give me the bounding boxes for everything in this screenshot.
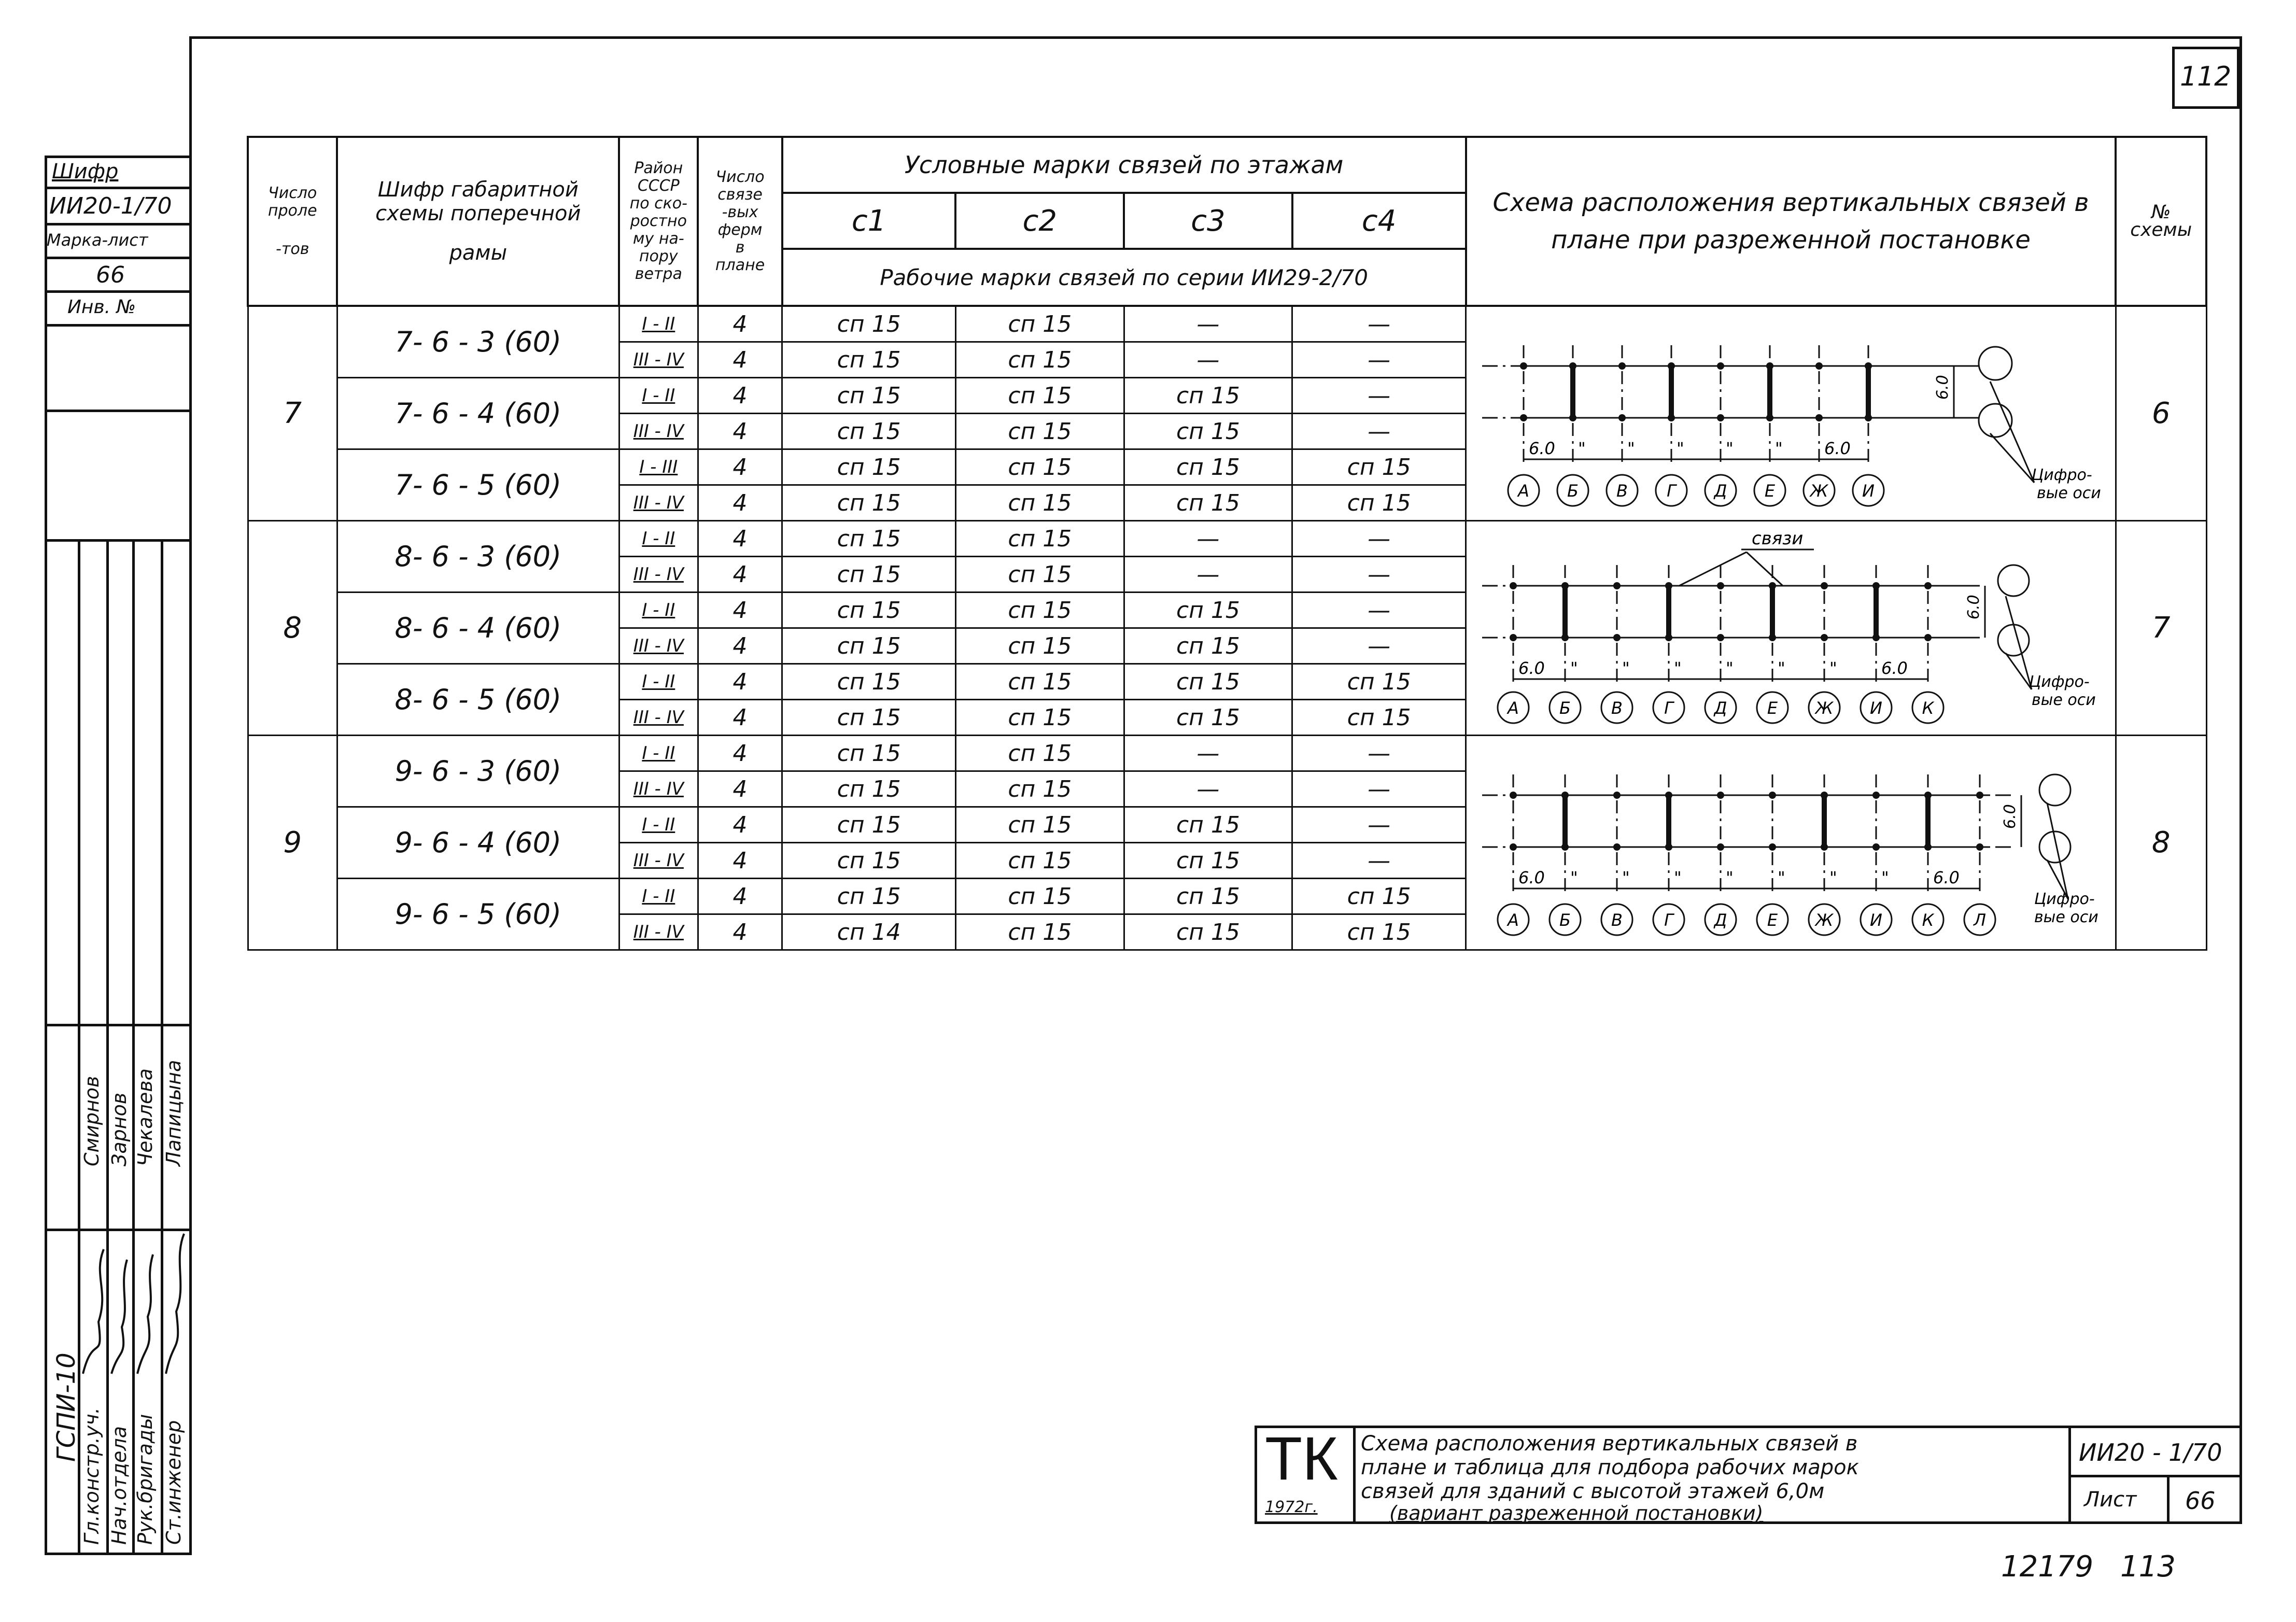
main-table <box>247 136 2207 951</box>
mark-cell: сп 15 <box>955 485 1124 521</box>
mark-cell: — <box>1292 557 1466 593</box>
mark-cell: сп 15 <box>955 414 1124 449</box>
mark-cell: сп 15 <box>955 593 1124 628</box>
shifr-7-6-3: 7- 6 - 3 (60) <box>337 306 619 378</box>
sheet-label: Лист <box>2084 1488 2137 1512</box>
span-ditto: " <box>1627 438 1636 458</box>
axis-label: И <box>1870 910 1883 930</box>
floor-c1: с1 <box>782 193 956 249</box>
count-cell: 4 <box>698 593 782 628</box>
span-ditto: " <box>1778 658 1786 678</box>
wind-cell: I - II <box>619 879 698 914</box>
axis-label: А <box>1508 698 1519 718</box>
span-ditto: " <box>1677 438 1685 458</box>
mark-cell: — <box>1124 306 1292 342</box>
mark-cell: сп 15 <box>782 521 956 557</box>
axis-note: Цифро- <box>2032 466 2093 484</box>
axis-label: Б <box>1559 698 1571 718</box>
axis-label: Д <box>1714 698 1727 718</box>
axis-label: Л <box>1974 910 1987 930</box>
span-ditto: " <box>1726 658 1734 678</box>
count-cell: 4 <box>698 521 782 557</box>
axis-label: Д <box>1714 481 1727 501</box>
axis-label: К <box>1922 910 1934 930</box>
span-ditto: " <box>1674 658 1682 678</box>
mark-cell: сп 14 <box>782 914 956 950</box>
scheme-no-8: 8 <box>2116 736 2206 950</box>
mark-cell: сп 15 <box>782 414 956 449</box>
axis-label: А <box>1508 910 1519 930</box>
braces-label: связи <box>1752 528 1804 549</box>
wind-cell: III - IV <box>619 485 698 521</box>
wind-cell: I - II <box>619 593 698 628</box>
mark-cell: сп 15 <box>782 736 956 771</box>
axis-label: Г <box>1664 910 1674 930</box>
mark-cell: сп 15 <box>955 914 1124 950</box>
span-ditto: " <box>1622 658 1630 678</box>
name-3: Чекалева <box>134 1068 157 1166</box>
mark-cell: — <box>1124 557 1292 593</box>
mark-cell: — <box>1292 306 1466 342</box>
spans-7: 7 <box>248 306 337 521</box>
count-cell: 4 <box>698 879 782 914</box>
org-label: ГСПИ-10 <box>52 1352 81 1462</box>
mark-cell: сп 15 <box>782 807 956 843</box>
mark-cell: сп 15 <box>955 449 1124 485</box>
shifr-label: Шифр <box>52 160 119 184</box>
mark-cell: сп 15 <box>1124 879 1292 914</box>
header-series: Рабочие марки связей по серии ИИ29-2/70 <box>782 249 1466 306</box>
header-wind: Район СССР по ско- ростно му на- пору ветра <box>619 137 698 306</box>
mark-cell: — <box>1292 771 1466 807</box>
wind-cell: I - II <box>619 664 698 700</box>
mark-cell: сп 15 <box>1124 700 1292 736</box>
mark-cell: сп 15 <box>1124 807 1292 843</box>
mark-cell: сп 15 <box>782 378 956 414</box>
mark-cell: — <box>1292 378 1466 414</box>
header-scheme-title: Схема расположения вертикальных связей в плане при разреженной постановке <box>1466 137 2116 306</box>
mark-cell: сп 15 <box>955 306 1124 342</box>
wind-cell: I - II <box>619 521 698 557</box>
mark-cell: — <box>1292 342 1466 378</box>
shifr-9-6-3: 9- 6 - 3 (60) <box>337 736 619 807</box>
count-cell: 4 <box>698 342 782 378</box>
axis-note: вые оси <box>2034 908 2099 926</box>
wind-cell: III - IV <box>619 557 698 593</box>
header-spans: Число проле -тов <box>248 137 337 306</box>
count-cell: 4 <box>698 700 782 736</box>
scheme-no-6: 6 <box>2116 306 2206 521</box>
diagram-2-cell <box>1466 521 2116 736</box>
mark-cell: сп 15 <box>955 771 1124 807</box>
page-number: 112 <box>2180 61 2232 92</box>
axis-note: Цифро- <box>2029 672 2090 691</box>
span-label-last: 6.0 <box>1881 658 1908 678</box>
title-line-4: (вариант разреженной постановки) <box>1389 1502 1764 1525</box>
axis-label: Е <box>1767 698 1778 718</box>
mark-cell: сп 15 <box>955 736 1124 771</box>
diagram-1-cell <box>1466 306 2116 521</box>
name-2: Зарнов <box>108 1092 131 1166</box>
title-line-2: плане и таблица для подбора рабочих марок <box>1361 1456 1859 1479</box>
axis-note: вые оси <box>2032 690 2096 709</box>
span-label-first: 6.0 <box>1518 658 1545 678</box>
mark-cell: — <box>1292 414 1466 449</box>
axis-label: Б <box>1559 910 1571 930</box>
mark-cell: — <box>1124 342 1292 378</box>
mark-cell: сп 15 <box>782 485 956 521</box>
mark-cell: — <box>1292 628 1466 664</box>
wind-cell: III - IV <box>619 414 698 449</box>
mark-cell: — <box>1292 521 1466 557</box>
mark-cell: сп 15 <box>955 879 1124 914</box>
axis-label: Е <box>1765 481 1776 501</box>
header-marks-title: Условные марки связей по этажам <box>782 137 1466 193</box>
shifr-8-6-3: 8- 6 - 3 (60) <box>337 521 619 593</box>
role-2: Нач.отдела <box>108 1426 131 1545</box>
height-label: 6.0 <box>1965 594 1983 619</box>
mark-cell: сп 15 <box>1124 593 1292 628</box>
axis-label: Б <box>1567 481 1579 501</box>
axis-label: К <box>1922 698 1934 718</box>
inv-label: Инв. № <box>67 297 136 318</box>
floor-c3: с3 <box>1124 193 1292 249</box>
mark-cell: сп 15 <box>1292 485 1466 521</box>
wind-cell: III - IV <box>619 843 698 879</box>
shifr-value: ИИ20-1/70 <box>49 193 172 219</box>
count-cell: 4 <box>698 628 782 664</box>
mark-cell: сп 15 <box>782 771 956 807</box>
count-cell: 4 <box>698 414 782 449</box>
mark-cell: сп 15 <box>955 378 1124 414</box>
mark-cell: сп 15 <box>782 664 956 700</box>
wind-cell: III - IV <box>619 628 698 664</box>
wind-cell: I - II <box>619 306 698 342</box>
shifr-8-6-4: 8- 6 - 4 (60) <box>337 593 619 664</box>
frame-top-line <box>189 36 2242 39</box>
role-4: Ст.инженер <box>162 1420 185 1545</box>
count-cell: 4 <box>698 736 782 771</box>
mark-cell: сп 15 <box>1292 449 1466 485</box>
sheet-value: 66 <box>2185 1487 2216 1515</box>
span-label-first: 6.0 <box>1518 867 1545 887</box>
doc-code: ИИ20 - 1/70 <box>2079 1438 2222 1466</box>
mark-cell: — <box>1124 771 1292 807</box>
mark-cell: сп 15 <box>955 521 1124 557</box>
mark-cell: сп 15 <box>1124 414 1292 449</box>
count-cell: 4 <box>698 914 782 950</box>
name-4: Лапицына <box>162 1060 185 1166</box>
height-label: 6.0 <box>1934 374 1952 400</box>
mark-cell: сп 15 <box>782 557 956 593</box>
wind-cell: III - IV <box>619 771 698 807</box>
axis-label: А <box>1518 481 1530 501</box>
mark-cell: сп 15 <box>782 342 956 378</box>
mark-cell: сп 15 <box>955 700 1124 736</box>
mark-cell: сп 15 <box>782 843 956 879</box>
shifr-9-6-5: 9- 6 - 5 (60) <box>337 879 619 950</box>
span-label-first: 6.0 <box>1529 438 1556 458</box>
mark-cell: сп 15 <box>955 557 1124 593</box>
span-ditto: " <box>1726 438 1734 458</box>
bottom-page: 113 <box>2120 1550 2176 1584</box>
spans-8: 8 <box>248 521 337 736</box>
axis-note: Цифро- <box>2034 890 2095 908</box>
mark-cell: сп 15 <box>955 807 1124 843</box>
header-count: Число связе -вых ферм в плане <box>698 137 782 306</box>
mark-cell: сп 15 <box>782 700 956 736</box>
axis-label: Е <box>1767 910 1778 930</box>
axis-label: И <box>1862 481 1875 501</box>
wind-cell: I - III <box>619 449 698 485</box>
mark-cell: сп 15 <box>955 843 1124 879</box>
span-ditto: " <box>1570 658 1579 678</box>
count-cell: 4 <box>698 771 782 807</box>
mark-cell: сп 15 <box>955 664 1124 700</box>
wind-cell: III - IV <box>619 342 698 378</box>
spans-9: 9 <box>248 736 337 950</box>
height-label: 6.0 <box>2001 803 2020 829</box>
mark-cell: сп 15 <box>955 342 1124 378</box>
bottom-number: 12179 <box>2001 1550 2094 1584</box>
shifr-9-6-4: 9- 6 - 4 (60) <box>337 807 619 879</box>
axis-label: Д <box>1714 910 1727 930</box>
axis-label: Ж <box>1815 910 1834 930</box>
mark-cell: сп 15 <box>782 593 956 628</box>
marka-list-value: 66 <box>96 262 125 288</box>
count-cell: 4 <box>698 843 782 879</box>
axis-label: Ж <box>1815 698 1834 718</box>
mark-cell: сп 15 <box>1292 700 1466 736</box>
count-cell: 4 <box>698 449 782 485</box>
span-label-last: 6.0 <box>1824 438 1851 458</box>
wind-cell: III - IV <box>619 700 698 736</box>
floor-c2: с2 <box>955 193 1124 249</box>
mark-cell: — <box>1124 736 1292 771</box>
span-ditto: " <box>1578 438 1586 458</box>
axis-note: вые оси <box>2037 484 2102 502</box>
axis-label: В <box>1611 910 1623 930</box>
mark-cell: сп 15 <box>1124 485 1292 521</box>
name-1: Смирнов <box>80 1076 103 1166</box>
floor-c4: с4 <box>1292 193 1466 249</box>
diagram-3 <box>1472 738 2109 946</box>
count-cell: 4 <box>698 378 782 414</box>
span-ditto: " <box>1881 867 1890 887</box>
mark-cell: — <box>1292 593 1466 628</box>
header-scheme-no: № схемы <box>2116 137 2206 306</box>
axis-label: Ж <box>1810 481 1828 501</box>
mark-cell: сп 15 <box>1292 914 1466 950</box>
count-cell: 4 <box>698 807 782 843</box>
span-ditto: " <box>1674 867 1682 887</box>
mark-cell: — <box>1292 736 1466 771</box>
span-label-last: 6.0 <box>1933 867 1960 887</box>
count-cell: 4 <box>698 664 782 700</box>
mark-cell: сп 15 <box>782 449 956 485</box>
span-ditto: " <box>1726 867 1734 887</box>
span-ditto: " <box>1622 867 1630 887</box>
signatures <box>78 1229 192 1384</box>
title-line-1: Схема расположения вертикальных связей в <box>1361 1432 1858 1456</box>
count-cell: 4 <box>698 557 782 593</box>
mark-cell: сп 15 <box>1124 378 1292 414</box>
count-cell: 4 <box>698 485 782 521</box>
wind-cell: III - IV <box>619 914 698 950</box>
mark-cell: — <box>1292 807 1466 843</box>
header-shifr: Шифр габаритной схемы поперечной рамы <box>337 137 619 306</box>
count-cell: 4 <box>698 306 782 342</box>
role-1: Гл.констр.уч. <box>80 1407 103 1545</box>
span-ditto: " <box>1570 867 1579 887</box>
mark-cell: сп 15 <box>782 306 956 342</box>
span-ditto: " <box>1829 658 1838 678</box>
axis-label: И <box>1870 698 1883 718</box>
mark-cell: — <box>1292 843 1466 879</box>
mark-cell: сп 15 <box>1124 449 1292 485</box>
mark-cell: сп 15 <box>782 879 956 914</box>
shifr-7-6-4: 7- 6 - 4 (60) <box>337 378 619 449</box>
span-ditto: " <box>1775 438 1783 458</box>
axis-label: Г <box>1664 698 1674 718</box>
frame-right-line <box>2239 36 2242 1524</box>
title-year: 1972г. <box>1265 1498 1318 1516</box>
axis-label: Г <box>1667 481 1677 501</box>
mark-cell: — <box>1124 521 1292 557</box>
wind-cell: I - II <box>619 807 698 843</box>
diagram-2 <box>1472 524 2109 731</box>
marka-list-label: Марка-лист <box>47 230 148 250</box>
axis-label: В <box>1611 698 1623 718</box>
mark-cell: сп 15 <box>782 628 956 664</box>
mark-cell: сп 15 <box>1124 914 1292 950</box>
tk-logo: ТК <box>1265 1424 1338 1493</box>
mark-cell: сп 15 <box>1124 843 1292 879</box>
axis-label: В <box>1616 481 1628 501</box>
scheme-no-7: 7 <box>2116 521 2206 736</box>
shifr-7-6-5: 7- 6 - 5 (60) <box>337 449 619 521</box>
mark-cell: сп 15 <box>1292 664 1466 700</box>
mark-cell: сп 15 <box>1292 879 1466 914</box>
span-ditto: " <box>1829 867 1838 887</box>
diagram-3-cell <box>1466 736 2116 950</box>
mark-cell: сп 15 <box>955 628 1124 664</box>
mark-cell: сп 15 <box>1124 628 1292 664</box>
shifr-8-6-5: 8- 6 - 5 (60) <box>337 664 619 736</box>
role-3: Рук.бригады <box>134 1414 157 1545</box>
mark-cell: сп 15 <box>1124 664 1292 700</box>
wind-cell: I - II <box>619 736 698 771</box>
wind-cell: I - II <box>619 378 698 414</box>
diagram-1 <box>1472 309 2109 516</box>
title-line-3: связей для зданий с высотой этажей 6,0м <box>1361 1479 1825 1503</box>
span-ditto: " <box>1778 867 1786 887</box>
